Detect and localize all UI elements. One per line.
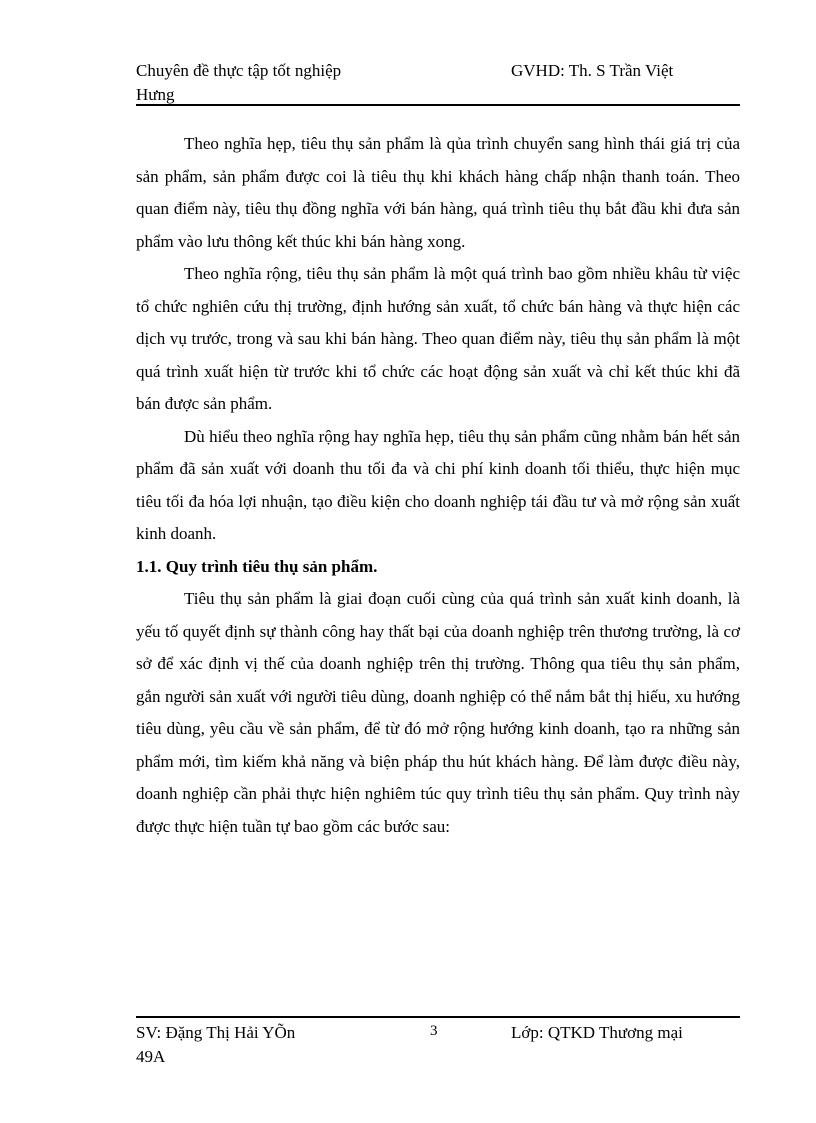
section-heading: 1.1. Quy trình tiêu thụ sản phẩm.	[136, 556, 378, 576]
header-rule	[136, 104, 740, 106]
paragraph-process: Tiêu thụ sản phẩm là giai đoạn cuối cùng của quá trình sản xuất kinh doanh, là yếu tố quyết định sự thành công hay thất bại của doanh nghiệp trên thương trường, là cơ sở để xác định vị thế của doanh nghiệp trên thị trường. Thông qua tiêu thụ sản phẩm, gắn người sản xuất với người tiêu dùng, doanh nghiệp có thể nắm bắt thị hiếu, xu hướng tiêu dùng, yêu cầu về sản phẩm, để từ đó mở rộng hướng kinh doanh, tạo ra những sản phẩm mới, tìm kiếm khả năng và biện pháp thu hút khách hàng. Để làm được điều này, doanh nghiệp cần phải thực hiện nghiêm túc quy trình tiêu thụ sản phẩm. Quy trình này được thực hiện tuần tự bao gồm các bước sau:	[136, 589, 740, 836]
paragraph-purpose: Dù hiểu theo nghĩa rộng hay nghĩa hẹp, tiêu thụ sản phẩm cũng nhằm bán hết sản phẩm đã sản xuất với doanh thu tối đa và chi phí kinh doanh tối thiểu, thực hiện mục tiêu tối đa hóa lợi nhuận, tạo điều kiện cho doanh nghiệp tái đầu tư và mở rộng sản xuất kinh doanh.	[136, 426, 740, 543]
footer-class: Lớp: QTKD Thương mại	[511, 1023, 683, 1042]
footer-student: SV: Đặng Thị Hải YÕn	[136, 1023, 296, 1042]
footer-student-continued: 49A	[136, 1047, 166, 1066]
paragraph-broad-sense: Theo nghĩa rộng, tiêu thụ sản phẩm là một quá trình bao gồm nhiều khâu từ việc tổ chức nghiên cứu thị trường, định hướng sản xuất, tổ chức bán hàng và thực hiện các dịch vụ trước, trong và sau khi bán hàng. Theo quan điểm này, tiêu thụ sản phẩm là một quá trình xuất hiện từ trước khi tổ chức các hoạt động sản xuất và chỉ kết thúc khi đã bán được sản phẩm.	[136, 264, 740, 413]
document-body	[136, 128, 740, 843]
page-number: 3	[430, 1023, 438, 1039]
paragraph-narrow-sense: Theo nghĩa hẹp, tiêu thụ sản phẩm là qủa trình chuyển sang hình thái giá trị của sản phẩm, sản phẩm được coi là tiêu thụ khi khách hàng chấp nhận thanh toán. Theo quan điểm này, tiêu thụ đồng nghĩa với bán hàng, quá trình tiêu thụ bắt đầu khi đưa sản phẩm vào lưu thông kết thúc khi bán hàng xong.	[136, 134, 740, 251]
header-advisor-continued: Hưng	[136, 85, 175, 104]
footer-rule	[136, 1016, 740, 1018]
header-title: Chuyên đề thực tập tốt nghiệp	[136, 61, 342, 80]
header-advisor: GVHD: Th. S Trần Việt	[511, 61, 674, 80]
